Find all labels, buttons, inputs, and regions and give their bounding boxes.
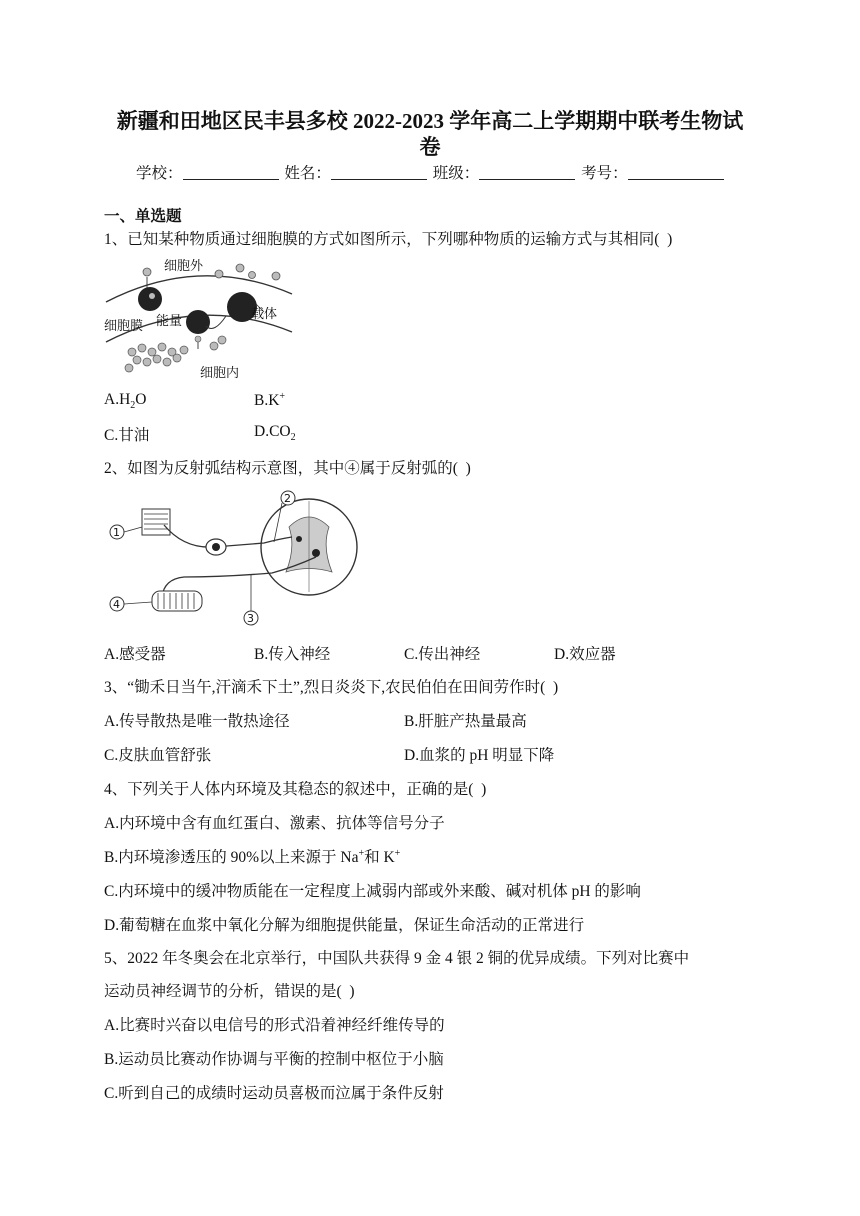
q3-option-a[interactable]: A.传导散热是唯一散热途径 xyxy=(104,713,290,730)
q2-label-4: 4 xyxy=(113,598,120,611)
q1-membrane-figure xyxy=(104,252,294,384)
class-blank[interactable] xyxy=(479,164,575,180)
q4-option-d[interactable]: D.葡萄糖在血浆中氧化分解为细胞提供能量，保证生命活动的正常进行 xyxy=(104,917,585,934)
q1-label-inside: 细胞内 xyxy=(200,366,240,381)
q4-option-b[interactable]: B.内环境渗透压的 90%以上来源于 Na+和 K+ xyxy=(104,847,401,866)
student-info-row xyxy=(136,161,726,183)
q1-option-c[interactable]: C.甘油 xyxy=(104,427,150,444)
q1-option-b[interactable]: B.K+ xyxy=(254,391,286,410)
q1-option-d[interactable]: $D.CO_2$ xyxy=(254,423,296,444)
q5-option-b[interactable]: B.运动员比赛动作协调与平衡的控制中枢位于小脑 xyxy=(104,1051,444,1068)
exam-title-line2: 卷 xyxy=(419,135,441,159)
q3-stem: 3、“锄禾日当午,汗滴禾下土”,烈日炎炎下,农民伯伯在田间劳作时( ) xyxy=(104,679,559,696)
q2-label-1: 1 xyxy=(113,526,120,539)
q2-option-d[interactable]: D.效应器 xyxy=(554,646,616,663)
q2-stem: 2、如图为反射弧结构示意图，其中④属于反射弧的( ) xyxy=(104,460,471,477)
exam-number-label: 考号： xyxy=(581,165,628,182)
q5-stem-line1: 5、2022 年冬奥会在北京举行，中国队共获得 9 金 4 银 2 铜的优异成绩。下列对比赛中 xyxy=(104,950,690,967)
q1-option-a[interactable]: $A.H_2O$ xyxy=(104,391,147,412)
q1-label-outside: 细胞外 xyxy=(164,259,204,274)
name-blank[interactable] xyxy=(331,164,427,180)
q1-label-membrane: 细胞膜 xyxy=(104,319,144,334)
q4-stem: 4、下列关于人体内环境及其稳态的叙述中，正确的是( ) xyxy=(104,781,487,798)
q2-label-2: 2 xyxy=(284,492,291,505)
q3-option-d[interactable]: D.血浆的 pH 明显下降 xyxy=(404,747,555,764)
school-label: 学校： xyxy=(136,165,183,182)
q1-stem: 1、已知某种物质通过细胞膜的方式如图所示，下列哪种物质的运输方式与其相同( ) xyxy=(104,231,673,248)
q2-label-3: 3 xyxy=(247,612,254,625)
q2-reflex-arc-figure xyxy=(104,487,364,627)
q2-option-b[interactable]: B.传入神经 xyxy=(254,646,331,663)
q4-option-c[interactable]: C.内环境中的缓冲物质能在一定程度上减弱内部或外来酸、碱对机体 pH 的影响 xyxy=(104,883,641,900)
q4-option-a[interactable]: A.内环境中含有血红蛋白、激素、抗体等信号分子 xyxy=(104,815,445,832)
name-label: 姓名： xyxy=(284,165,331,182)
school-blank[interactable] xyxy=(183,164,279,180)
q5-stem-line2: 运动员神经调节的分析，错误的是( ) xyxy=(104,983,355,1000)
q2-option-a[interactable]: A.感受器 xyxy=(104,646,166,663)
section-heading: 一、单选题 xyxy=(104,208,182,225)
q3-option-c[interactable]: C.皮肤血管舒张 xyxy=(104,747,212,764)
exam-number-blank[interactable] xyxy=(628,164,724,180)
exam-title-line1: 新疆和田地区民丰县多校 2022-2023 学年高二上学期期中联考生物试 xyxy=(116,109,744,133)
q1-label-carrier: 载体 xyxy=(251,307,278,322)
q5-option-c[interactable]: C.听到自己的成绩时运动员喜极而泣属于条件反射 xyxy=(104,1085,444,1102)
q2-option-c[interactable]: C.传出神经 xyxy=(404,646,481,663)
class-label: 班级： xyxy=(432,165,480,182)
q3-option-b[interactable]: B.肝脏产热量最高 xyxy=(404,713,527,730)
q1-label-energy: 能量 xyxy=(156,314,183,329)
q5-option-a[interactable]: A.比赛时兴奋以电信号的形式沿着神经纤维传导的 xyxy=(104,1017,445,1034)
